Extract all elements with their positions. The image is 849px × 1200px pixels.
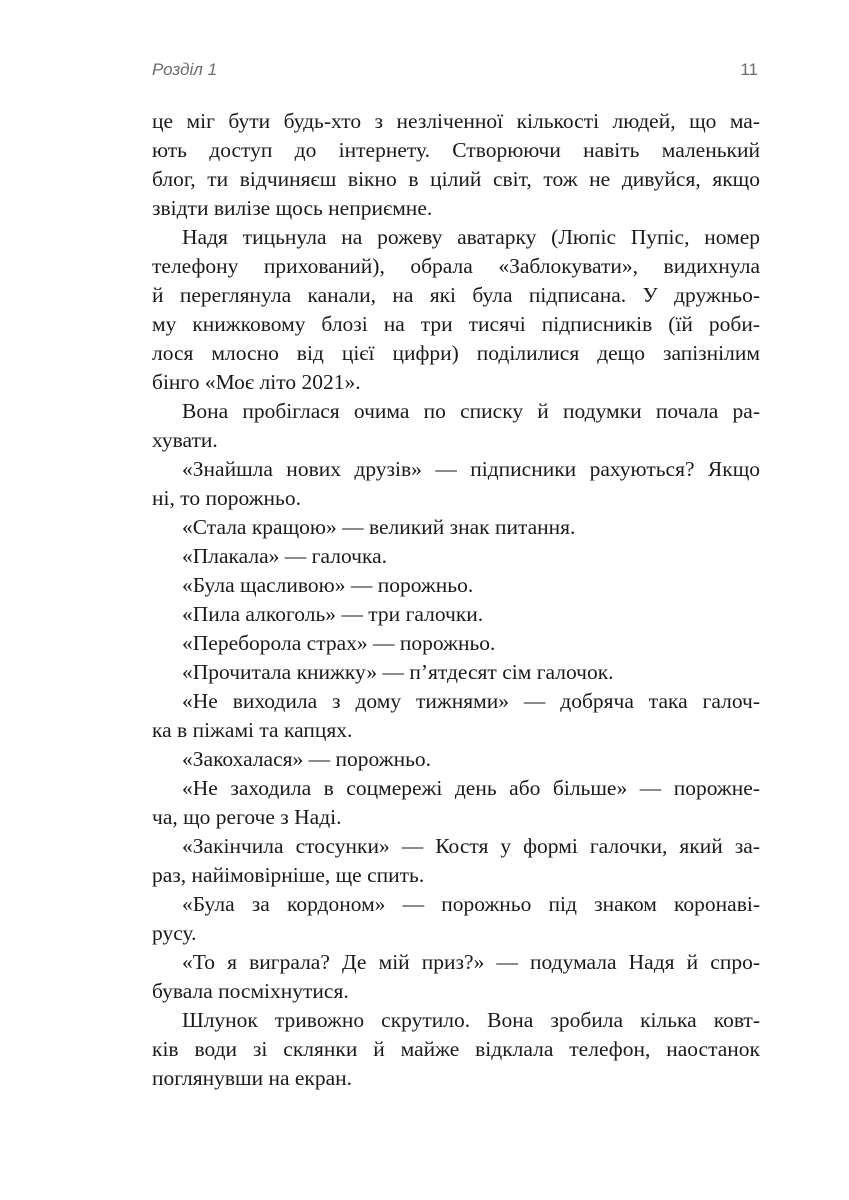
paragraph	[152, 513, 760, 542]
text-line: лося млосно від цієї цифри) поділилися дещо запізнілим	[152, 341, 760, 365]
paragraph	[152, 832, 760, 890]
paragraph	[152, 948, 760, 1006]
paragraph	[152, 774, 760, 832]
paragraph	[152, 542, 760, 571]
paragraph	[152, 745, 760, 774]
text-line: «Не виходила з дому тижнями» — добряча така галоч-	[182, 689, 760, 713]
text-line: «Була щасливою» — порожньо.	[182, 573, 474, 597]
text-line: звідти вилізе щось неприємне.	[152, 196, 433, 220]
text-line: хувати.	[152, 428, 218, 452]
paragraph	[152, 600, 760, 629]
paragraph	[152, 455, 760, 513]
paragraph	[152, 629, 760, 658]
text-line: русу.	[152, 921, 197, 945]
text-line: «Знайшла нових друзів» — підписники рахуються? Якщо	[182, 457, 760, 481]
text-line: телефону прихований), обрала «Заблокувати», видихнула	[152, 254, 760, 278]
text-line: «Переборола страх» — порожньо.	[182, 631, 496, 655]
paragraph	[152, 571, 760, 600]
paragraph	[152, 1006, 760, 1093]
text-line: раз, найімовірніше, ще спить.	[152, 863, 425, 887]
text-line: Надя тицьнула на рожеву аватарку (Люпіс Пупіс, номер	[182, 225, 760, 249]
text-line: бувала посміхнутися.	[152, 979, 349, 1003]
text-line: «Стала кращою» — великий знак питання.	[182, 515, 576, 539]
text-line: поглянувши на екран.	[152, 1066, 353, 1090]
running-header-chapter: Розділ 1	[152, 60, 218, 79]
body-text	[152, 107, 760, 1093]
paragraph	[152, 658, 760, 687]
text-line: «Була за кордоном» — порожньо під знаком коронаві-	[182, 892, 760, 916]
text-line: Шлунок тривожно скрутило. Вона зробила кілька ковт-	[182, 1008, 760, 1032]
text-line: ка в піжамі та капцях.	[152, 718, 353, 742]
text-line: ють доступ до інтернету. Створюючи навіть маленький	[152, 138, 760, 162]
text-line: й переглянула канали, на які була підписана. У дружньо-	[152, 283, 760, 307]
page-number: 11	[740, 60, 758, 79]
paragraph	[152, 890, 760, 948]
paragraph	[152, 687, 760, 745]
text-line: блог, ти відчиняєш вікно в цілий світ, тож не дивуйся, якщо	[152, 167, 760, 191]
text-line: «Прочитала книжку» — п’ятдесят сім галочок.	[182, 660, 614, 684]
text-line: ні, то порожньо.	[152, 486, 301, 510]
text-line: «Закінчила стосунки» — Костя у формі галочки, який за-	[182, 834, 760, 858]
text-line: му книжковому блозі на три тисячі підписників (їй роби-	[152, 312, 760, 336]
text-line: Вона пробіглася очима по списку й подумки почала ра-	[182, 399, 760, 423]
paragraph	[152, 397, 760, 455]
text-line: «Пила алкоголь» — три галочки.	[182, 602, 484, 626]
text-line: «Плакала» — галочка.	[182, 544, 387, 568]
paragraph	[152, 223, 760, 397]
text-line: «Не заходила в соцмережі день або більше» — порожне-	[182, 776, 760, 800]
text-line: «Закохалася» — порожньо.	[182, 747, 432, 771]
text-line: ча, що регоче з Наді.	[152, 805, 342, 829]
paragraph	[152, 107, 760, 223]
text-line: ків води зі склянки й майже відклала телефон, наостанок	[152, 1037, 760, 1061]
text-line: це міг бути будь-хто з незліченної кількості людей, що ма-	[152, 109, 760, 133]
text-line: бінго «Моє літо 2021».	[152, 370, 361, 394]
text-line: «То я виграла? Де мій приз?» — подумала Надя й спро-	[182, 950, 760, 974]
